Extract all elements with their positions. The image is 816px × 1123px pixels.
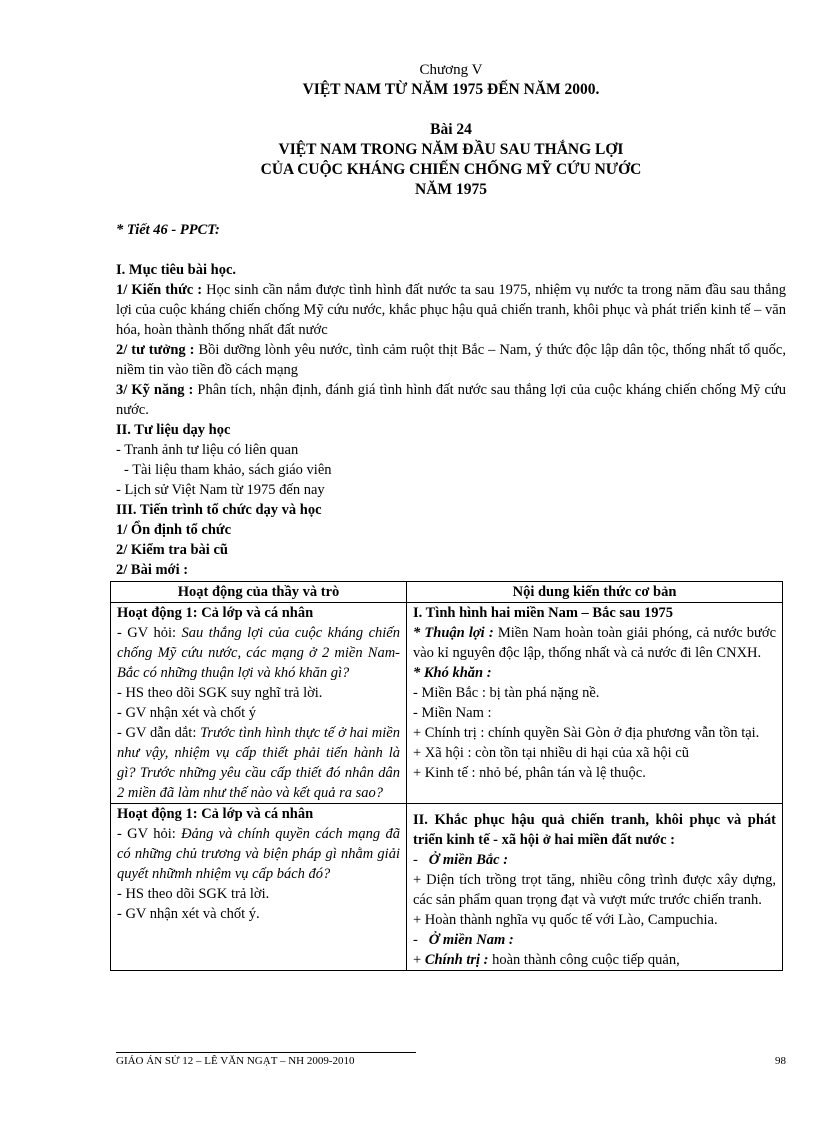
teacher-summary: - GV nhận xét và chốt ý bbox=[117, 705, 257, 721]
material-item: - Tranh ảnh tư liệu có liên quan bbox=[116, 442, 299, 458]
content-heading: II. Khắc phục hậu quả chiến tranh, khôi phục và phát triển kinh tế - xã hội ở hai miền đất nước : bbox=[413, 812, 776, 848]
advantages bbox=[413, 623, 776, 663]
step-review: 2/ Kiểm tra bài cũ bbox=[116, 542, 228, 558]
society-item: + Xã hội : còn tồn tại nhiều di hại của xã hội cũ bbox=[413, 745, 689, 761]
content-heading: I. Tình hình hai miền Nam – Bắc sau 1975 bbox=[413, 605, 673, 621]
thought-paragraph bbox=[116, 340, 786, 380]
activity-title: Hoạt động 1: Cả lớp và cá nhân bbox=[117, 806, 314, 822]
footer-row bbox=[116, 1055, 786, 1067]
north-label: Ở miền Bắc : bbox=[428, 852, 509, 868]
footer-divider bbox=[116, 1052, 416, 1053]
lesson-title-line-2: CỦA CUỘC KHÁNG CHIẾN CHỐNG MỸ CỨU NƯỚC bbox=[260, 161, 642, 178]
advantages-label: * Thuận lợi : bbox=[413, 625, 494, 641]
content-cell bbox=[407, 804, 783, 971]
period-label: * Tiết 46 - PPCT: bbox=[116, 222, 220, 238]
student-action: - HS theo dõi SGK trả lời. bbox=[117, 886, 270, 902]
politics-item: + Chính trị : hoàn thành công cuộc tiếp quản, bbox=[413, 952, 680, 968]
table-header-row bbox=[111, 582, 783, 603]
question-prefix: - GV hỏi: bbox=[117, 826, 182, 842]
activity-cell bbox=[111, 804, 407, 971]
lead-text: Trước tình hình thực tế ở hai miền như vậy, nhiệm vụ cấp thiết phải tiến hành là gì? Trước những yêu cầu cấp thiết đó nhân dân 2 miền đã làm như thế nào và kết quả ra sao? bbox=[117, 725, 400, 801]
document-page bbox=[116, 60, 786, 971]
north-difficulty: - Miền Bắc : bị tàn phá nặng nề. bbox=[413, 685, 600, 701]
lesson-table bbox=[110, 581, 783, 971]
lesson-title-line-3: NĂM 1975 bbox=[415, 181, 487, 198]
student-action: - HS theo dõi SGK suy nghĩ trả lời. bbox=[117, 685, 323, 701]
section-1-heading: I. Mục tiêu bài học. bbox=[116, 262, 237, 278]
step-organize: 1/ Ổn định tổ chức bbox=[116, 522, 232, 538]
north-label-line: - Ở miền Bắc : bbox=[413, 852, 509, 868]
thought-label: 2/ tư tưởng : bbox=[116, 342, 195, 358]
table-row bbox=[111, 804, 783, 971]
economy-item: + Kinh tế : nhỏ bé, phân tán và lệ thuộc. bbox=[413, 765, 646, 781]
advantages-text: Miền Nam hoàn toàn giải phóng, cả nước bước vào kỉ nguyên độc lập, thống nhất và cả nước đi lên CNXH. bbox=[413, 625, 777, 661]
knowledge-label: 1/ Kiến thức : bbox=[116, 282, 203, 298]
north-item: + Diện tích trồng trọt tăng, nhiều công trình được xây dựng, các sản phẩm quan trọng đạt và vượt mức trước chiến tranh. bbox=[413, 872, 776, 908]
chapter-label: Chương V bbox=[419, 62, 483, 78]
teacher-lead bbox=[117, 723, 400, 803]
column-header-activities: Hoạt động của thầy và trò bbox=[111, 582, 407, 603]
knowledge-text: Học sinh cần nắm được tình hình đất nước ta sau 1975, nhiệm vụ nước ta trong năm đầu sau thắng lợi của cuộc kháng chiến chống Mỹ cứu nước, khắc phục hậu quả chiến tranh, khôi phục và phát triển kinh tế – văn hóa, hoàn thành thống nhất đất nước bbox=[116, 282, 786, 338]
footer-caption: GIÁO ÁN SỬ 12 – LÊ VĂN NGẠT – NH 2009-2010 bbox=[116, 1055, 355, 1067]
lesson-number: Bài 24 bbox=[430, 121, 472, 138]
chapter-title: VIỆT NAM TỪ NĂM 1975 ĐẾN NĂM 2000. bbox=[302, 81, 600, 98]
south-label-line: - Ở miền Nam : bbox=[413, 932, 514, 948]
page-number: 98 bbox=[775, 1055, 786, 1067]
government-item: + Chính trị : chính quyền Sài Gòn ở địa phương vẫn tồn tại. bbox=[413, 725, 760, 741]
politics-text: hoàn thành công cuộc tiếp quản, bbox=[488, 952, 680, 968]
page-footer bbox=[116, 1052, 786, 1067]
knowledge-paragraph bbox=[116, 280, 786, 340]
politics-label: Chính trị : bbox=[424, 952, 489, 968]
south-difficulty: - Miền Nam : bbox=[413, 705, 492, 721]
material-item: - Tài liệu tham khảo, sách giáo viên bbox=[124, 462, 332, 478]
question-text: Sau thắng lợi của cuộc kháng chiến chống Mỹ cứu nước, các mạng ở 2 miền Nam-Bắc có những thuận lợi và khó khăn gì? bbox=[117, 625, 400, 681]
question-prefix: - GV hỏi: bbox=[117, 625, 182, 641]
north-item: + Hoàn thành nghĩa vụ quốc tế với Lào, Campuchia. bbox=[413, 912, 718, 928]
skill-paragraph bbox=[116, 380, 786, 420]
activity-title: Hoạt động 1: Cả lớp và cá nhân bbox=[117, 605, 314, 621]
teacher-question bbox=[117, 623, 400, 683]
question-text: Đảng và chính quyền cách mạng đã có những chủ trương và biện pháp gì nhằm giải quyết nhữmh nhiệm vụ cấp bách đó? bbox=[117, 826, 400, 882]
content-cell bbox=[407, 603, 783, 804]
teacher-summary: - GV nhận xét và chốt ý. bbox=[117, 906, 260, 922]
skill-label: 3/ Kỹ năng : bbox=[116, 382, 194, 398]
lead-prefix: - GV dẫn dắt: bbox=[117, 725, 201, 741]
column-header-content: Nội dung kiến thức cơ bản bbox=[407, 582, 783, 603]
lesson-title-line-1: VIỆT NAM TRONG NĂM ĐẦU SAU THẮNG LỢI bbox=[278, 141, 624, 158]
activity-cell bbox=[111, 603, 407, 804]
material-item: - Lịch sử Việt Nam từ 1975 đến nay bbox=[116, 482, 325, 498]
teacher-question bbox=[117, 824, 400, 884]
south-label: Ở miền Nam : bbox=[428, 932, 514, 948]
thought-text: Bồi dưỡng lònh yêu nước, tình cảm ruột thịt Bắc – Nam, ý thức độc lập dân tộc, thống nhất tổ quốc, niềm tin vào tiền đồ cách mạng bbox=[116, 342, 786, 378]
section-2-heading: II. Tư liệu dạy học bbox=[116, 422, 231, 438]
section-3-heading: III. Tiến trình tổ chức dạy và học bbox=[116, 502, 322, 518]
difficulties-label: * Khó khăn : bbox=[413, 665, 492, 681]
skill-text: Phân tích, nhận định, đánh giá tình hình đất nước sau thắng lợi của cuộc kháng chiến chống Mỹ cứu nước. bbox=[116, 382, 787, 418]
step-new-lesson: 2/ Bài mới : bbox=[116, 562, 189, 578]
table-row bbox=[111, 603, 783, 804]
